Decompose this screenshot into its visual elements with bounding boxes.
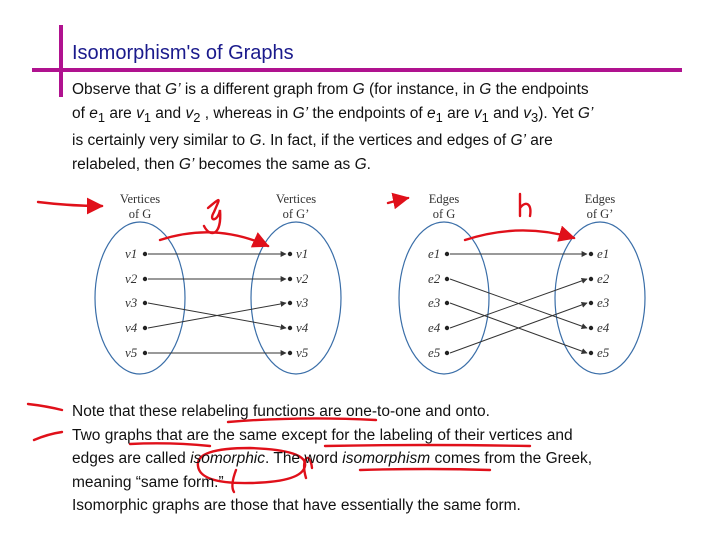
edges-of-gprime-line2: of G’ xyxy=(586,207,614,221)
red-arrow-edges xyxy=(388,198,408,203)
intro-line-4: relabeled, then G’ becomes the same as G. xyxy=(72,155,371,173)
egp-label-1: e1 xyxy=(597,246,610,261)
red-handwritten-h xyxy=(520,194,530,216)
red-arrow-vertices xyxy=(38,202,102,206)
red-handwritten-g xyxy=(204,200,220,233)
egp-label-3: e3 xyxy=(597,295,610,310)
vertex-mapping-arrows xyxy=(148,254,286,353)
vertices-of-g-line2: of G xyxy=(128,207,152,221)
vg-label-3: v3 xyxy=(125,295,138,310)
note-line-2: Two graphs that are the same except for the labeling of their vertices and xyxy=(72,426,573,444)
vertices-of-gprime-line1: Vertices xyxy=(275,192,317,206)
note-paragraph xyxy=(72,400,677,518)
vertices-of-g-line1: Vertices xyxy=(119,192,161,206)
egp-label-5: e5 xyxy=(597,345,610,360)
edges-of-gprime-line1: Edges xyxy=(584,192,616,206)
vg-label-5: v5 xyxy=(125,345,138,360)
eg-label-2: e2 xyxy=(428,271,441,286)
edge-mapping-arrows xyxy=(450,254,587,353)
intro-line-3: is certainly very similar to G. In fact, if the vertices and edges of G’ are xyxy=(72,132,553,150)
red-mark-note xyxy=(28,404,62,410)
edges-of-g-line2: of G xyxy=(432,207,456,221)
eg-label-5: e5 xyxy=(428,345,441,360)
egp-label-2: e2 xyxy=(597,271,610,286)
eg-label-4: e4 xyxy=(428,320,441,335)
edges-of-g-header xyxy=(429,192,460,221)
vgp-label-3: v3 xyxy=(296,295,309,310)
slide-title: Isomorphism's of Graphs xyxy=(72,42,294,64)
vg-label-2: v2 xyxy=(125,271,138,286)
vgp-label-1: v1 xyxy=(296,246,309,261)
h-map-label: h xyxy=(524,208,525,209)
note-line-3: edges are called isomorphic. The word isomorphism comes from the Greek, xyxy=(72,450,593,467)
note-line-1: Note that these relabeling functions are one-to-one and onto. xyxy=(72,403,490,420)
vertices-of-gprime-line2: of G’ xyxy=(282,207,310,221)
vgp-label-4: v4 xyxy=(296,320,309,335)
egp-label-4: e4 xyxy=(597,320,610,335)
vg-label-1: v1 xyxy=(125,246,138,261)
edges-g-ellipse xyxy=(399,222,489,374)
edges-of-gprime-header xyxy=(585,192,616,221)
note-line-4: meaning “same form.” xyxy=(72,473,224,491)
vertices-g-ellipse xyxy=(95,222,185,374)
vgp-label-5: v5 xyxy=(296,345,309,360)
vgp-label-2: v2 xyxy=(296,271,309,286)
intro-line-1: Observe that G’ is a different graph from G (for instance, in G the endpoints xyxy=(72,81,589,98)
eg-label-1: e1 xyxy=(428,246,441,261)
node-dots xyxy=(143,252,593,355)
vertices-of-g-header xyxy=(120,192,160,221)
red-curve-g xyxy=(160,232,268,246)
eg-label-3: e3 xyxy=(428,295,441,310)
note-line-5: Isomorphic graphs are those that have essentially the same form. xyxy=(72,497,521,514)
vg-label-4: v4 xyxy=(125,320,138,335)
vertices-of-gprime-header xyxy=(276,192,316,221)
g-map-label: g xyxy=(214,208,215,209)
red-curve-h xyxy=(465,230,574,240)
intro-line-2: of $e_1$ are $v_1$ and $v_2$ , whereas in G’ the endpoints of $e_1$ are $v_1$ and $v_3$). Yet G’ xyxy=(72,104,594,125)
edges-of-g-line1: Edges xyxy=(428,192,460,206)
red-mark-two-graphs xyxy=(34,432,62,440)
